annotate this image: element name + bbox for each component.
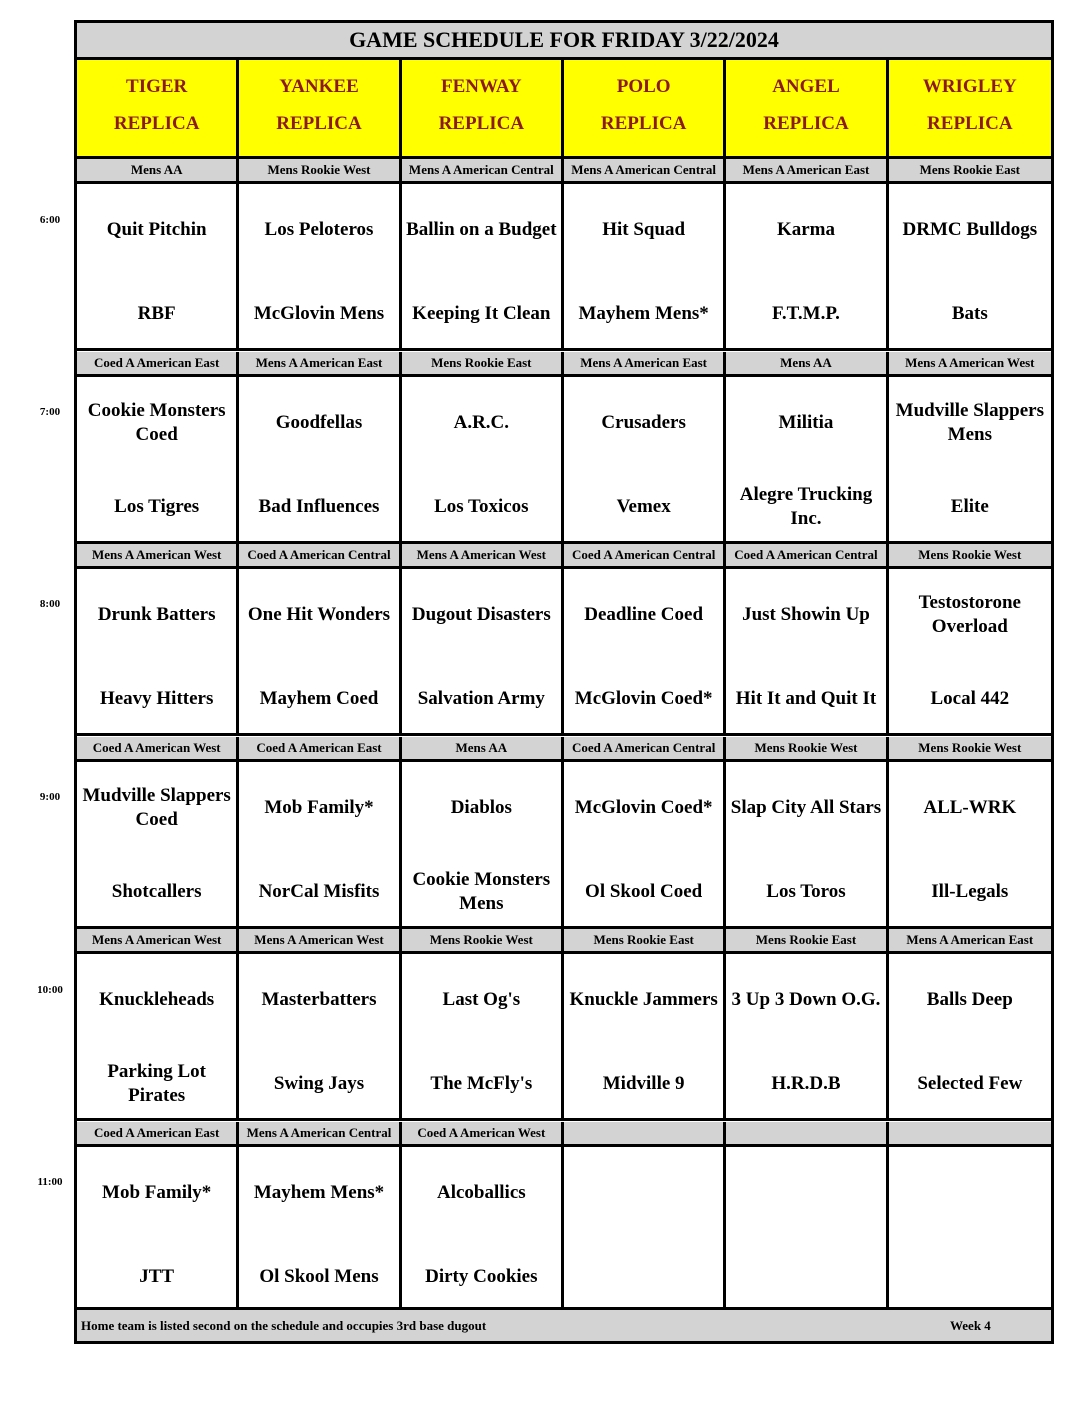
away-team: Mob Family* [264,796,374,818]
away-team: Los Peloteros [264,219,374,240]
game-cell [239,762,401,926]
home-team: Bad Influences [258,495,380,517]
away-team: Testostorone Overload [918,592,1021,637]
away-team: Masterbatters [261,989,377,1010]
division-row [77,737,1051,762]
away-team: Drunk Batters [97,604,216,625]
division-label: Mens Rookie East [402,352,564,374]
division-label: Mens A American West [77,929,239,951]
game-cell [402,184,564,348]
home-team: Vemex [616,495,671,517]
games-row [77,954,1051,1121]
division-label: Mens A American Central [564,159,726,181]
division-label: Mens Rookie West [726,737,888,759]
game-cell [889,762,1051,926]
division-label: Mens Rookie East [564,929,726,951]
game-cell [726,1147,888,1311]
game-cell [402,762,564,926]
away-team: Mudville Slappers Mens [895,399,1044,445]
away-team: Deadline Coed [584,604,704,625]
game-cell [564,1147,726,1311]
away-team: Mob Family* [102,1181,212,1203]
game-cell [402,569,564,733]
home-team: H.R.D.B [771,1073,841,1094]
games-row [77,762,1051,929]
game-cell [239,1147,401,1311]
away-team: 3 Up 3 Down O.G. [731,989,881,1010]
games-row [77,184,1051,351]
home-team: Keeping It Clean [412,303,551,324]
game-cell [77,184,239,348]
away-team: One Hit Wonders [247,604,391,625]
game-cell [564,762,726,926]
away-team: DRMC Bulldogs [902,219,1038,240]
home-team: Mayhem Mens* [578,303,709,324]
division-label: Mens A American West [905,354,1035,370]
game-cell [889,1147,1051,1311]
home-team: Cookie Monsters Mens [412,868,551,914]
away-team: Hit Squad [602,219,686,240]
away-team: McGlovin Coed* [574,796,713,818]
field-header: TIGER REPLICA [77,60,239,156]
game-cell [726,569,888,733]
division-label: Coed A American East [77,352,239,374]
home-team: JTT [139,1265,175,1287]
home-team: Salvation Army [417,688,545,709]
home-team-note: Home team is listed second on the schedule and occupies 3rd base dugout [81,1318,487,1333]
division-row [77,1122,1051,1147]
away-team: Karma [776,219,835,240]
time-slot-block [77,352,1051,544]
game-cell [564,569,726,733]
division-label: Mens A American Central [402,159,564,181]
games-row [77,1147,1051,1314]
home-team: Hit It and Quit It [735,688,877,709]
schedule-footer [77,1307,1051,1341]
field-header: FENWAY REPLICA [402,60,564,156]
division-label [726,1122,888,1144]
home-team: Mayhem Coed [259,688,379,709]
field-header: YANKEE REPLICA [239,60,401,156]
away-team [726,1167,885,1219]
home-team: Shotcallers [111,880,202,902]
division-label: Mens A American East [239,352,401,374]
home-team: Los Toxicos [434,495,529,517]
field-header: ANGEL REPLICA [726,60,888,156]
home-team: Ol Skool Coed [585,880,703,902]
game-cell [402,1147,564,1311]
division-label: Coed A American East [77,1122,239,1144]
away-team: Goodfellas [275,411,363,433]
game-cell [77,954,239,1118]
division-label: Mens Rookie West [402,929,564,951]
game-cell [726,377,888,541]
time-label-8: 8:00 [39,598,61,610]
game-cell [726,954,888,1118]
division-label: Coed A American West [402,1122,564,1144]
game-cell [402,377,564,541]
game-cell [239,184,401,348]
away-team: ALL-WRK [923,796,1017,818]
away-team [889,1167,1051,1219]
game-cell [726,184,888,348]
home-team: Dirty Cookies [425,1265,538,1287]
away-team: Militia [778,411,834,433]
time-label-9: 9:00 [39,791,61,803]
division-label [564,1122,726,1144]
game-cell [564,184,726,348]
home-team: Heavy Hitters [99,688,214,709]
field-header: POLO REPLICA [564,60,726,156]
division-label: Mens AA [77,159,239,181]
game-cell [239,569,401,733]
away-team [564,1167,723,1219]
time-slot-block [77,929,1051,1121]
game-cell [77,569,239,733]
division-label: Mens AA [726,352,888,374]
schedule-table [74,20,1054,1344]
game-cell [889,377,1051,541]
time-label-6: 6:00 [39,214,61,226]
away-team: Knuckle Jammers [569,989,718,1010]
away-team: Alcoballics [436,1181,526,1203]
division-label: Mens Rookie West [918,739,1022,755]
away-team: Ballin on a Budget [406,219,557,240]
home-team: Midville 9 [602,1073,685,1094]
time-slot-block [77,159,1051,351]
home-team: Los Tigres [114,495,200,517]
division-row [77,929,1051,954]
home-team: Bats [951,303,988,324]
games-row [77,377,1051,544]
home-team: McGlovin Coed* [574,688,713,709]
home-team: The McFly's [430,1073,533,1094]
division-label: Mens A American West [239,929,401,951]
home-team: Ill-Legals [931,880,1009,902]
games-row [77,569,1051,736]
division-row [77,159,1051,184]
away-team: Cookie Monsters Coed [87,399,226,445]
time-label-7: 7:00 [39,406,61,418]
away-team: Crusaders [601,411,686,433]
game-cell [77,1147,239,1311]
game-cell [402,954,564,1118]
game-cell [889,184,1051,348]
division-row [77,544,1051,569]
division-label: Mens AA [402,737,564,759]
division-label: Mens A American Central [239,1122,401,1144]
time-label-11: 11:00 [37,1176,63,1188]
game-cell [726,762,888,926]
away-team: Mayhem Mens* [253,1181,385,1203]
home-team: Local 442 [930,688,1010,709]
division-label: Mens Rookie West [918,547,1022,562]
away-team: Just Showin Up [742,604,870,625]
division-label: Coed A American Central [564,737,726,759]
away-team: Slap City All Stars [730,796,882,818]
time-slot-block [77,544,1051,736]
game-cell [564,954,726,1118]
away-team: Last Og's [442,989,521,1010]
division-label: Mens A American East [726,159,888,181]
division-label: Mens A American East [564,352,726,374]
away-team: Diablos [450,796,512,818]
time-slot-block [77,737,1051,929]
away-team: Balls Deep [926,989,1013,1010]
away-team: Dugout Disasters [411,604,551,625]
home-team [889,1251,1051,1303]
home-team: RBF [137,303,176,324]
time-slot-block [77,1122,1051,1314]
division-label: Mens Rookie East [726,929,888,951]
division-label: Coed A American East [239,737,401,759]
schedule-title: GAME SCHEDULE FOR FRIDAY 3/22/2024 [77,23,1051,60]
division-label: Mens A American West [402,544,564,566]
division-label: Mens Rookie West [239,159,401,181]
division-label: Coed A American Central [239,544,401,566]
field-header: WRIGLEY REPLICA [922,76,1017,134]
home-team [726,1251,885,1303]
game-cell [889,954,1051,1118]
home-team: Ol Skool Mens [259,1265,379,1287]
home-team: F.T.M.P. [772,303,840,324]
field-header-row [77,60,1051,159]
game-cell [564,377,726,541]
home-team: NorCal Misfits [258,880,380,902]
home-team: Selected Few [917,1073,1023,1094]
division-label: Mens A American East [906,932,1034,947]
division-label: Coed A American Central [726,544,888,566]
division-label: Mens A American West [77,544,239,566]
home-team [564,1251,723,1303]
home-team: Parking Lot Pirates [107,1061,207,1106]
division-label [889,1122,1051,1144]
away-team: A.R.C. [453,411,510,433]
home-team: Los Toros [766,880,846,902]
game-cell [77,377,239,541]
game-cell [239,377,401,541]
home-team: McGlovin Mens [253,303,385,324]
game-cell [77,762,239,926]
division-row [77,352,1051,377]
home-team: Alegre Trucking Inc. [739,483,873,529]
home-team: Swing Jays [273,1073,365,1094]
home-team: Elite [950,495,989,517]
away-team: Mudville Slappers Coed [82,784,231,830]
away-team: Knuckleheads [99,989,215,1010]
division-label: Mens Rookie East [919,162,1020,177]
game-cell [889,569,1051,733]
division-label: Coed A American West [77,737,239,759]
division-label: Coed A American Central [564,544,726,566]
week-label: Week 4 [950,1318,991,1333]
game-cell [239,954,401,1118]
away-team: Quit Pitchin [106,219,207,240]
time-label-10: 10:00 [37,984,63,996]
